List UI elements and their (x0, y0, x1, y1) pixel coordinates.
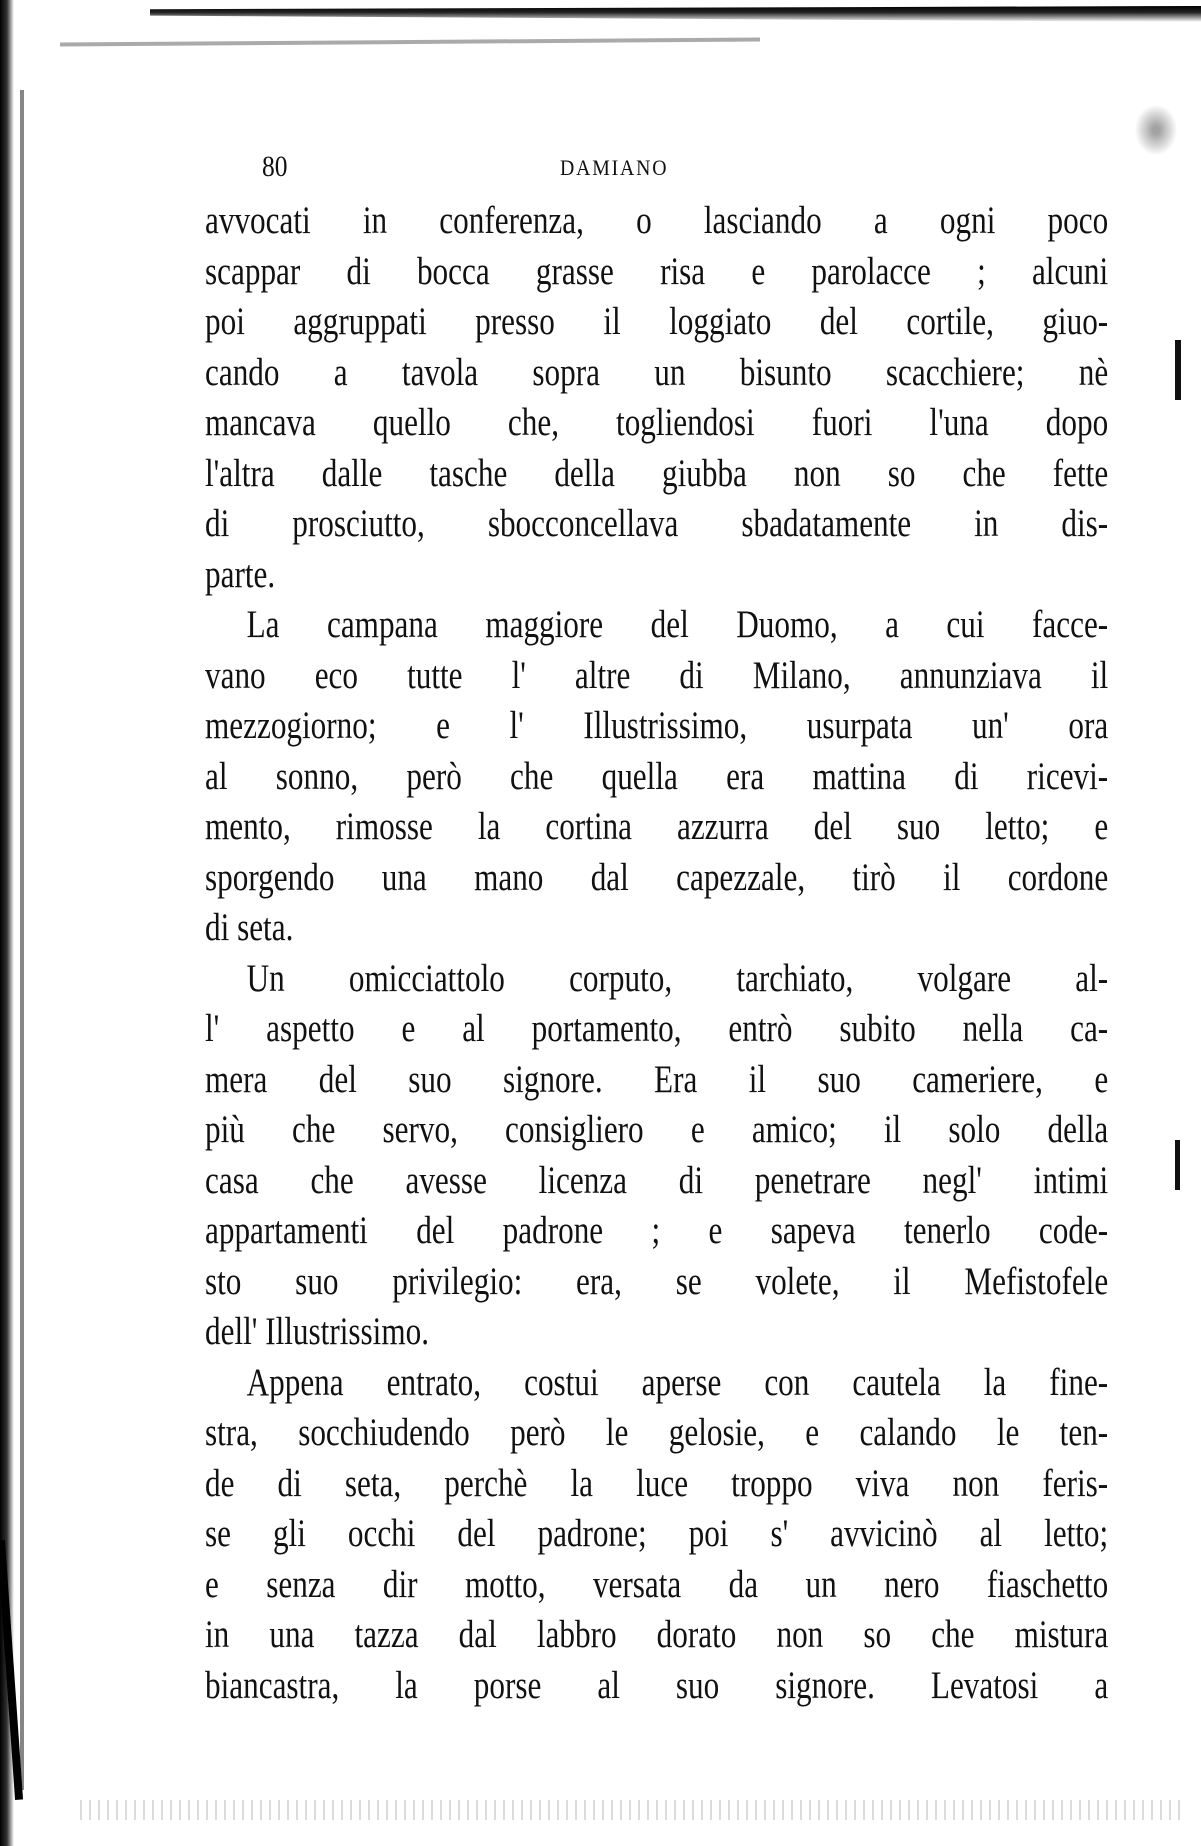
text-line (205, 600, 1108, 651)
text-line-content: mento, rimosse la cortina azzurra del suo letto; e (205, 805, 1109, 848)
paragraph (205, 954, 1108, 1358)
text-line (205, 1459, 1108, 1510)
text-line-content: più che servo, consigliero e amico; il solo della (205, 1108, 1109, 1151)
text-line-content: l'altra dalle tasche della giubba non so che fette (205, 451, 1109, 495)
scan-speck (1131, 100, 1181, 160)
text-line (205, 802, 1108, 853)
text-line (205, 348, 1108, 399)
text-line (205, 903, 1108, 954)
scan-right-mark (1175, 340, 1181, 400)
text-line-content: scappar di bocca grasse risa e parolacce ; alcuni (205, 249, 1109, 293)
text-line (205, 1509, 1108, 1560)
text-line (205, 1004, 1108, 1055)
text-line (205, 398, 1108, 449)
text-line-content: sto suo privilegio: era, se volete, il Mefistofele (205, 1259, 1109, 1303)
text-line-content: al sonno, però che quella era mattina di ricevi- (205, 754, 1109, 798)
text-line (205, 1610, 1108, 1661)
text-line-content: l' aspetto e al portamento, entrò subito nella ca- (205, 1007, 1109, 1050)
text-line-content: vano eco tutte l' altre di Milano, annunziava il (205, 653, 1109, 697)
text-line (205, 651, 1108, 702)
text-line (205, 499, 1108, 550)
text-line-content: mera del suo signore. Era il suo cameriere, e (205, 1057, 1109, 1101)
text-line-content: e senza dir motto, versata da un nero fiaschetto (205, 1562, 1109, 1606)
text-line (205, 1206, 1108, 1257)
page-number: 80 (262, 150, 288, 183)
text-line-content: mezzogiorno; e l' Illustrissimo, usurpata un' ora (205, 704, 1109, 747)
text-line (205, 1156, 1108, 1207)
text-line (205, 1105, 1108, 1156)
paragraph (205, 1358, 1108, 1712)
text-line (205, 1257, 1108, 1308)
text-line (205, 1055, 1108, 1106)
text-line-content: Appena entrato, costui aperse con cautela la fine- (246, 1360, 1109, 1404)
text-line (205, 297, 1108, 348)
body-text (205, 196, 1108, 1711)
text-line-content: di prosciutto, sbocconcellava sbadatamente in dis- (205, 502, 1109, 545)
text-line-content: parte. (205, 552, 276, 596)
text-line-content: appartamenti del padrone ; e sapeva tenerlo code- (205, 1209, 1109, 1252)
text-line (205, 1560, 1108, 1611)
text-line (205, 701, 1108, 752)
text-line-content: casa che avesse licenza di penetrare negl' intimi (205, 1158, 1109, 1202)
text-line (205, 853, 1108, 904)
text-line-content: poi aggruppati presso il loggiato del cortile, giuo- (205, 300, 1109, 343)
running-title: DAMIANO (560, 155, 669, 180)
text-line (205, 247, 1108, 298)
text-line (205, 1358, 1108, 1409)
scan-top-mark (60, 38, 760, 47)
text-line (205, 1307, 1108, 1358)
scan-top-edge-shadow (150, 6, 1201, 22)
text-line (205, 449, 1108, 500)
text-line (205, 1661, 1108, 1712)
text-line-content: sporgendo una mano dal capezzale, tirò il cordone (205, 855, 1109, 899)
text-line (205, 550, 1108, 601)
text-line (205, 196, 1108, 247)
text-line-content: di seta. (205, 906, 294, 949)
text-line-content: cando a tavola sopra un bisunto scacchiere; nè (205, 350, 1109, 394)
text-line-content: mancava quello che, togliendosi fuori l'una dopo (205, 401, 1109, 444)
paragraph (205, 600, 1108, 954)
text-line (205, 954, 1108, 1005)
text-line-content: in una tazza dal labbro dorato non so che mistura (205, 1613, 1109, 1656)
scan-right-mark (1175, 1140, 1180, 1190)
text-line-content: stra, socchiudendo però le gelosie, e calando le ten- (205, 1411, 1109, 1454)
scan-gutter-mark (20, 90, 24, 1790)
scan-bottom-noise (80, 1800, 1180, 1820)
text-line-content: biancastra, la porse al suo signore. Levatosi a (205, 1663, 1109, 1707)
text-line-content: avvocati in conferenza, o lasciando a ogni poco (205, 199, 1109, 242)
text-line (205, 1408, 1108, 1459)
text-line-content: se gli occhi del padrone; poi s' avvicinò al letto; (205, 1512, 1109, 1555)
text-line-content: Un omicciattolo corputo, tarchiato, volgare al- (246, 956, 1109, 1000)
text-line-content: de di seta, perchè la luce troppo viva non feris- (205, 1461, 1109, 1505)
text-line (205, 752, 1108, 803)
paragraph (205, 196, 1108, 600)
text-line-content: dell' Illustrissimo. (205, 1310, 430, 1353)
text-line-content: La campana maggiore del Duomo, a cui facce- (246, 603, 1109, 646)
